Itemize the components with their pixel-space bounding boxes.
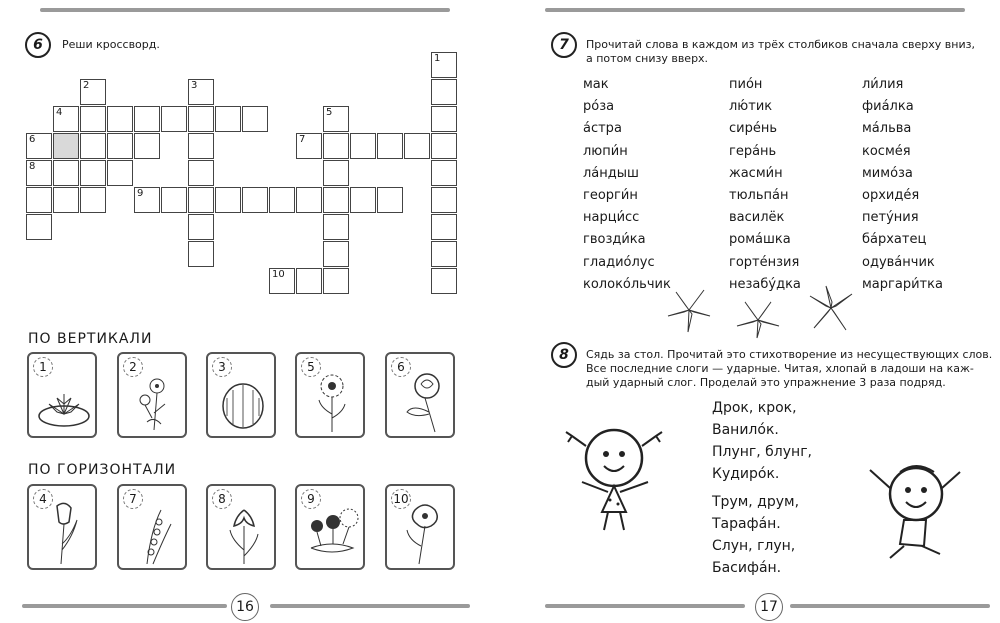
crossword-cell[interactable]	[377, 187, 403, 213]
lily-flower-icon	[735, 298, 781, 340]
crossword-cell[interactable]	[377, 133, 403, 159]
crossword-cell[interactable]	[431, 133, 457, 159]
crossword-cell[interactable]	[80, 79, 106, 105]
flower-word: горте́нзия	[729, 254, 800, 270]
clue-picture-10	[385, 484, 455, 570]
crossword-cell[interactable]	[323, 268, 349, 294]
crossword-cell[interactable]	[323, 160, 349, 186]
crossword-clue-number: 1	[434, 53, 441, 64]
flower-word: фиа́лка	[862, 99, 914, 115]
crossword-cell[interactable]	[431, 241, 457, 267]
flower-word: гера́нь	[729, 143, 777, 159]
poem-line: Слун, глун,	[712, 538, 796, 554]
crossword-cell[interactable]	[431, 160, 457, 186]
task-6-number: 6	[25, 32, 51, 58]
water-lily-icon	[37, 368, 91, 434]
task-8-instruction-line3: дый ударный слог. Проделай это упражнение 3 раза подряд.	[586, 376, 946, 389]
flower-word: лю́тик	[729, 99, 773, 115]
lily-flower-icon	[806, 284, 856, 332]
clue-picture-3	[206, 352, 276, 438]
clue-badge: 1	[33, 357, 53, 377]
poem-line: Ванило́к.	[712, 422, 779, 438]
flower-word: а́стра	[583, 121, 622, 137]
clue-badge: 10	[391, 489, 411, 509]
cactus-icon	[216, 368, 270, 434]
crossword-cell[interactable]	[323, 133, 349, 159]
flower-word: ла́ндыш	[583, 165, 639, 181]
flower-word: ба́рхатец	[862, 232, 927, 248]
flower-word: пету́ния	[862, 210, 919, 226]
section-horizontal-title: ПО ГОРИЗОНТАЛИ	[28, 462, 177, 478]
task-7-instruction-line2: а потом снизу вверх.	[586, 52, 709, 65]
crossword-clue-number: 10	[272, 269, 285, 280]
crossword-cell[interactable]	[431, 106, 457, 132]
bottom-bar-left-1	[22, 604, 227, 608]
top-bar-left	[40, 8, 450, 12]
flower-word: василёк	[729, 210, 785, 226]
task-8-instruction-line1: Сядь за стол. Прочитай это стихотворение из несуществующих слов.	[586, 348, 993, 361]
clue-badge: 3	[212, 357, 232, 377]
crossword-clue-number: 8	[29, 161, 36, 172]
crossword-cell[interactable]	[296, 133, 322, 159]
flower-word: маргари́тка	[862, 276, 943, 292]
crossword-cell[interactable]	[53, 133, 79, 159]
crossword-cell[interactable]	[323, 106, 349, 132]
crossword-clue-number: 7	[299, 134, 306, 145]
flower-word: сире́нь	[729, 121, 778, 137]
crossword-cell[interactable]	[242, 187, 268, 213]
crossword-cell[interactable]	[26, 214, 52, 240]
lily-flower-icon	[664, 286, 714, 334]
poem-line: Трум, друм,	[712, 494, 800, 510]
task-8-instruction-line2: Все последние слоги — ударные. Читая, хлопай в ладоши на каж-	[586, 362, 974, 375]
clue-picture-2	[117, 352, 187, 438]
clue-badge: 8	[212, 489, 232, 509]
flower-word: георги́н	[583, 188, 638, 203]
page-number-left: 16	[231, 593, 259, 621]
crossword-cell[interactable]	[431, 52, 457, 78]
crossword-cell[interactable]	[107, 106, 133, 132]
crossword-cell[interactable]	[53, 160, 79, 186]
flower-word: гвозди́ка	[583, 232, 646, 248]
task-7-number: 7	[551, 32, 577, 58]
rose-icon	[395, 368, 449, 434]
crossword-cell[interactable]	[269, 187, 295, 213]
clue-picture-8	[206, 484, 276, 570]
crossword-cell[interactable]	[134, 106, 160, 132]
flower-word: рома́шка	[729, 232, 791, 248]
crossword-cell[interactable]	[188, 160, 214, 186]
flower-word: люпи́н	[583, 143, 628, 159]
crossword-clue-number: 9	[137, 188, 144, 199]
flower-word: жасми́н	[729, 165, 783, 181]
crossword-cell[interactable]	[350, 133, 376, 159]
top-bar-right	[545, 8, 965, 12]
lily-of-the-valley-icon	[127, 500, 181, 566]
crossword-cell[interactable]	[26, 187, 52, 213]
poppy-icon	[395, 500, 449, 566]
crossword-clue-number: 5	[326, 107, 333, 118]
crossword-cell[interactable]	[107, 160, 133, 186]
flower-word: мак	[583, 77, 609, 92]
flower-word: орхиде́я	[862, 188, 920, 203]
crossword-cell[interactable]	[431, 268, 457, 294]
flower-word: нарци́сс	[583, 210, 640, 226]
crossword-clue-number: 3	[191, 80, 198, 91]
crossword-cell[interactable]	[323, 214, 349, 240]
flower-word: ма́льва	[862, 121, 912, 137]
girl-cartoon-icon	[552, 412, 672, 532]
poem-line: Тарафа́н.	[712, 516, 781, 532]
clue-badge: 4	[33, 489, 53, 509]
crossword-cell[interactable]	[107, 133, 133, 159]
clue-picture-9	[295, 484, 365, 570]
clue-picture-1	[27, 352, 97, 438]
page-number-right: 17	[755, 593, 783, 621]
flower-word: тюльпа́н	[729, 188, 789, 203]
crossword-cell[interactable]	[323, 241, 349, 267]
bottom-bar-right-2	[790, 604, 990, 608]
crossword-clue-number: 4	[56, 107, 63, 118]
buttercup-icon	[127, 368, 181, 434]
crossword-cell[interactable]	[215, 187, 241, 213]
crossword-cell[interactable]	[161, 187, 187, 213]
flower-word: колоко́льчик	[583, 276, 671, 292]
crossword-cell[interactable]	[53, 106, 79, 132]
crossword-cell[interactable]	[188, 241, 214, 267]
crossword-cell[interactable]	[188, 187, 214, 213]
clue-badge: 5	[301, 357, 321, 377]
crossword-cell[interactable]	[80, 160, 106, 186]
boy-cartoon-icon	[860, 458, 970, 568]
poem-line: Плунг, блунг,	[712, 444, 812, 460]
crossword-cell[interactable]	[188, 79, 214, 105]
flower-word: одува́нчик	[862, 254, 935, 270]
clue-picture-7	[117, 484, 187, 570]
crossword-clue-number: 2	[83, 80, 90, 91]
clue-picture-4	[27, 484, 97, 570]
task-8-number: 8	[551, 342, 577, 368]
clue-badge: 9	[301, 489, 321, 509]
clue-picture-6	[385, 352, 455, 438]
crossword-cell[interactable]	[26, 133, 52, 159]
crossword-cell[interactable]	[53, 187, 79, 213]
crossword-cell[interactable]	[188, 106, 214, 132]
iris-icon	[216, 500, 270, 566]
crossword-cell[interactable]	[188, 214, 214, 240]
task-7-instruction-line1: Прочитай слова в каждом из трёх столбиков сначала сверху вниз,	[586, 38, 975, 51]
poem-line: Басифа́н.	[712, 560, 782, 576]
poem-line: Кудиро́к.	[712, 466, 780, 482]
clue-badge: 7	[123, 489, 143, 509]
crossword-cell[interactable]	[269, 268, 295, 294]
crossword-cell[interactable]	[188, 133, 214, 159]
flower-word: ро́за	[583, 99, 615, 115]
flower-word: гладио́лус	[583, 254, 655, 270]
flower-word: косме́я	[862, 143, 911, 159]
crossword-cell[interactable]	[431, 187, 457, 213]
flower-word: ли́лия	[862, 77, 904, 92]
cornflower-icon	[305, 368, 359, 434]
crossword-cell[interactable]	[296, 187, 322, 213]
flower-word: мимо́за	[862, 165, 913, 181]
bottom-bar-left-2	[270, 604, 470, 608]
clue-badge: 2	[123, 357, 143, 377]
poem-line: Дрок, крок,	[712, 400, 797, 416]
crossword-cell[interactable]	[134, 133, 160, 159]
clue-badge: 6	[391, 357, 411, 377]
crossword-cell[interactable]	[323, 187, 349, 213]
crossword-cell[interactable]	[242, 106, 268, 132]
crossword-cell[interactable]	[161, 106, 187, 132]
crossword-cell[interactable]	[80, 106, 106, 132]
crossword-cell[interactable]	[134, 187, 160, 213]
tulip-icon	[37, 500, 91, 566]
crossword-cell[interactable]	[80, 133, 106, 159]
crossword-cell[interactable]	[431, 79, 457, 105]
bottom-bar-right-1	[545, 604, 745, 608]
crossword-cell[interactable]	[350, 187, 376, 213]
crossword-cell[interactable]	[404, 133, 430, 159]
section-vertical-title: ПО ВЕРТИКАЛИ	[28, 331, 153, 347]
crossword-cell[interactable]	[215, 106, 241, 132]
crossword-cell[interactable]	[26, 160, 52, 186]
crossword-cell[interactable]	[296, 268, 322, 294]
crossword-cell[interactable]	[431, 214, 457, 240]
dandelion-icon	[305, 500, 359, 566]
crossword-cell[interactable]	[80, 187, 106, 213]
flower-word: незабу́дка	[729, 276, 801, 292]
task-6-instruction: Реши кроссворд.	[62, 38, 160, 51]
clue-picture-5	[295, 352, 365, 438]
flower-word: пио́н	[729, 77, 763, 92]
crossword-clue-number: 6	[29, 134, 36, 145]
